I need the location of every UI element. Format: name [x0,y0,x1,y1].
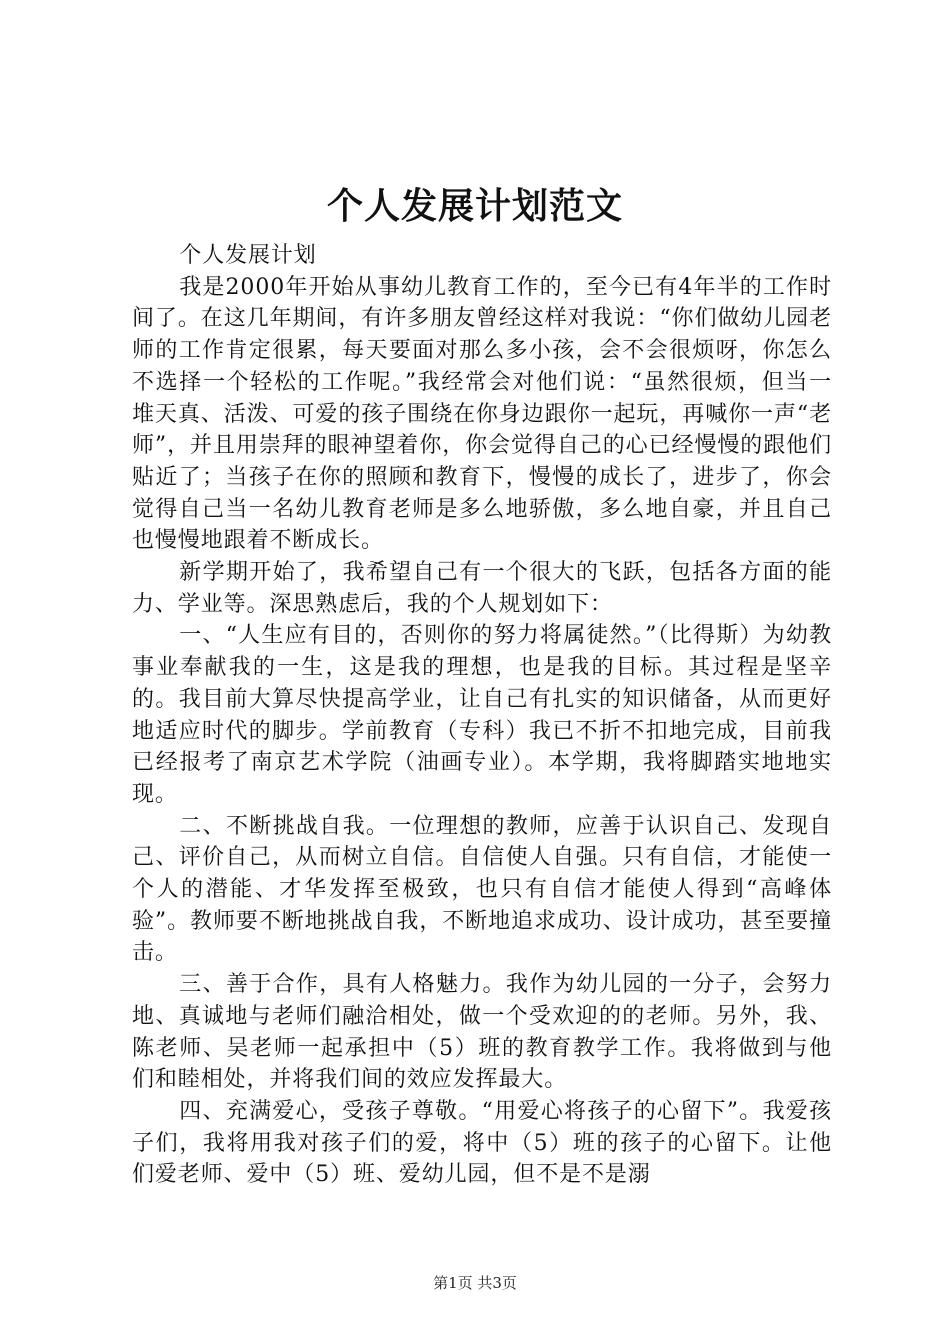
paragraph-item-3: 三、善于合作，具有人格魅力。我作为幼儿园的一分子，会努力地、真诚地与老师们融洽相处，做一个受欢迎的的老师。另外，我、陈老师、吴老师一起承担中（5）班的教育教学工作。我将做到与他们和睦相处，并将我们间的效应发挥最大。 [132,972,832,1093]
paragraph-item-2: 二、不断挑战自我。一位理想的教师，应善于认识自己、发现自己、评价自己，从而树立自信。自信使人自强。只有自信，才能使一个人的潜能、才华发挥至极致，也只有自信才能使人得到“高峰体验”。教师要不断地挑战自我，不断地追求成功、设计成功，甚至要撞击。 [132,813,832,966]
document-body [132,240,832,1191]
paragraph-plan-intro: 新学期开始了，我希望自己有一个很大的飞跃，包括各方面的能力、学业等。深思熟虑后，我的个人规划如下： [132,560,832,617]
document-title: 个人发展计划范文 [326,185,623,227]
paragraph-item-4: 四、充满爱心，受孩子尊敬。“用爱心将孩子的心留下”。我爱孩子们，我将用我对孩子们的爱，将中（5）班的孩子的心留下。让他们爱老师、爱中（5）班、爱幼儿园，但不是不是溺 [132,1098,832,1188]
paragraph-item-1: 一、“人生应有目的，否则你的努力将属徒然。”（比得斯）为幼教事业奉献我的一生，这是我的理想，也是我的目标。其过程是坚辛的。我目前大算尽快提高学业，让自己有扎实的知识储备，从而更好地适应时代的脚步。学前教育（专科）我已不折不扣地完成，目前我已经报考了南京艺术学院（油画专业）。本学期，我将脚踏实地地实现。 [132,623,832,807]
paragraph-intro: 我是2000年开始从事幼儿教育工作的，至今已有4年半的工作时间了。在这几年期间，有许多朋友曾经这样对我说：“你们做幼儿园老师的工作肯定很累，每天要面对那么多小孩，会不会很烦呀，你怎么不选择一个轻松的工作呢。”我经常会对他们说：“虽然很烦，但当一堆天真、活泼、可爱的孩子围绕在你身边跟你一起玩，再喊你一声“老师”，并且用崇拜的眼神望着你，你会觉得自己的心已经慢慢的跟他们贴近了；当孩子在你的照顾和教育下，慢慢的成长了，进步了，你会觉得自己当一名幼儿教育老师是多么地骄傲，多么地自豪，并且自己也慢慢地跟着不断成长。 [132,274,832,554]
page-number-footer: 第1页 共3页 [433,1274,517,1292]
paragraph-heading: 个人发展计划 [179,243,317,268]
